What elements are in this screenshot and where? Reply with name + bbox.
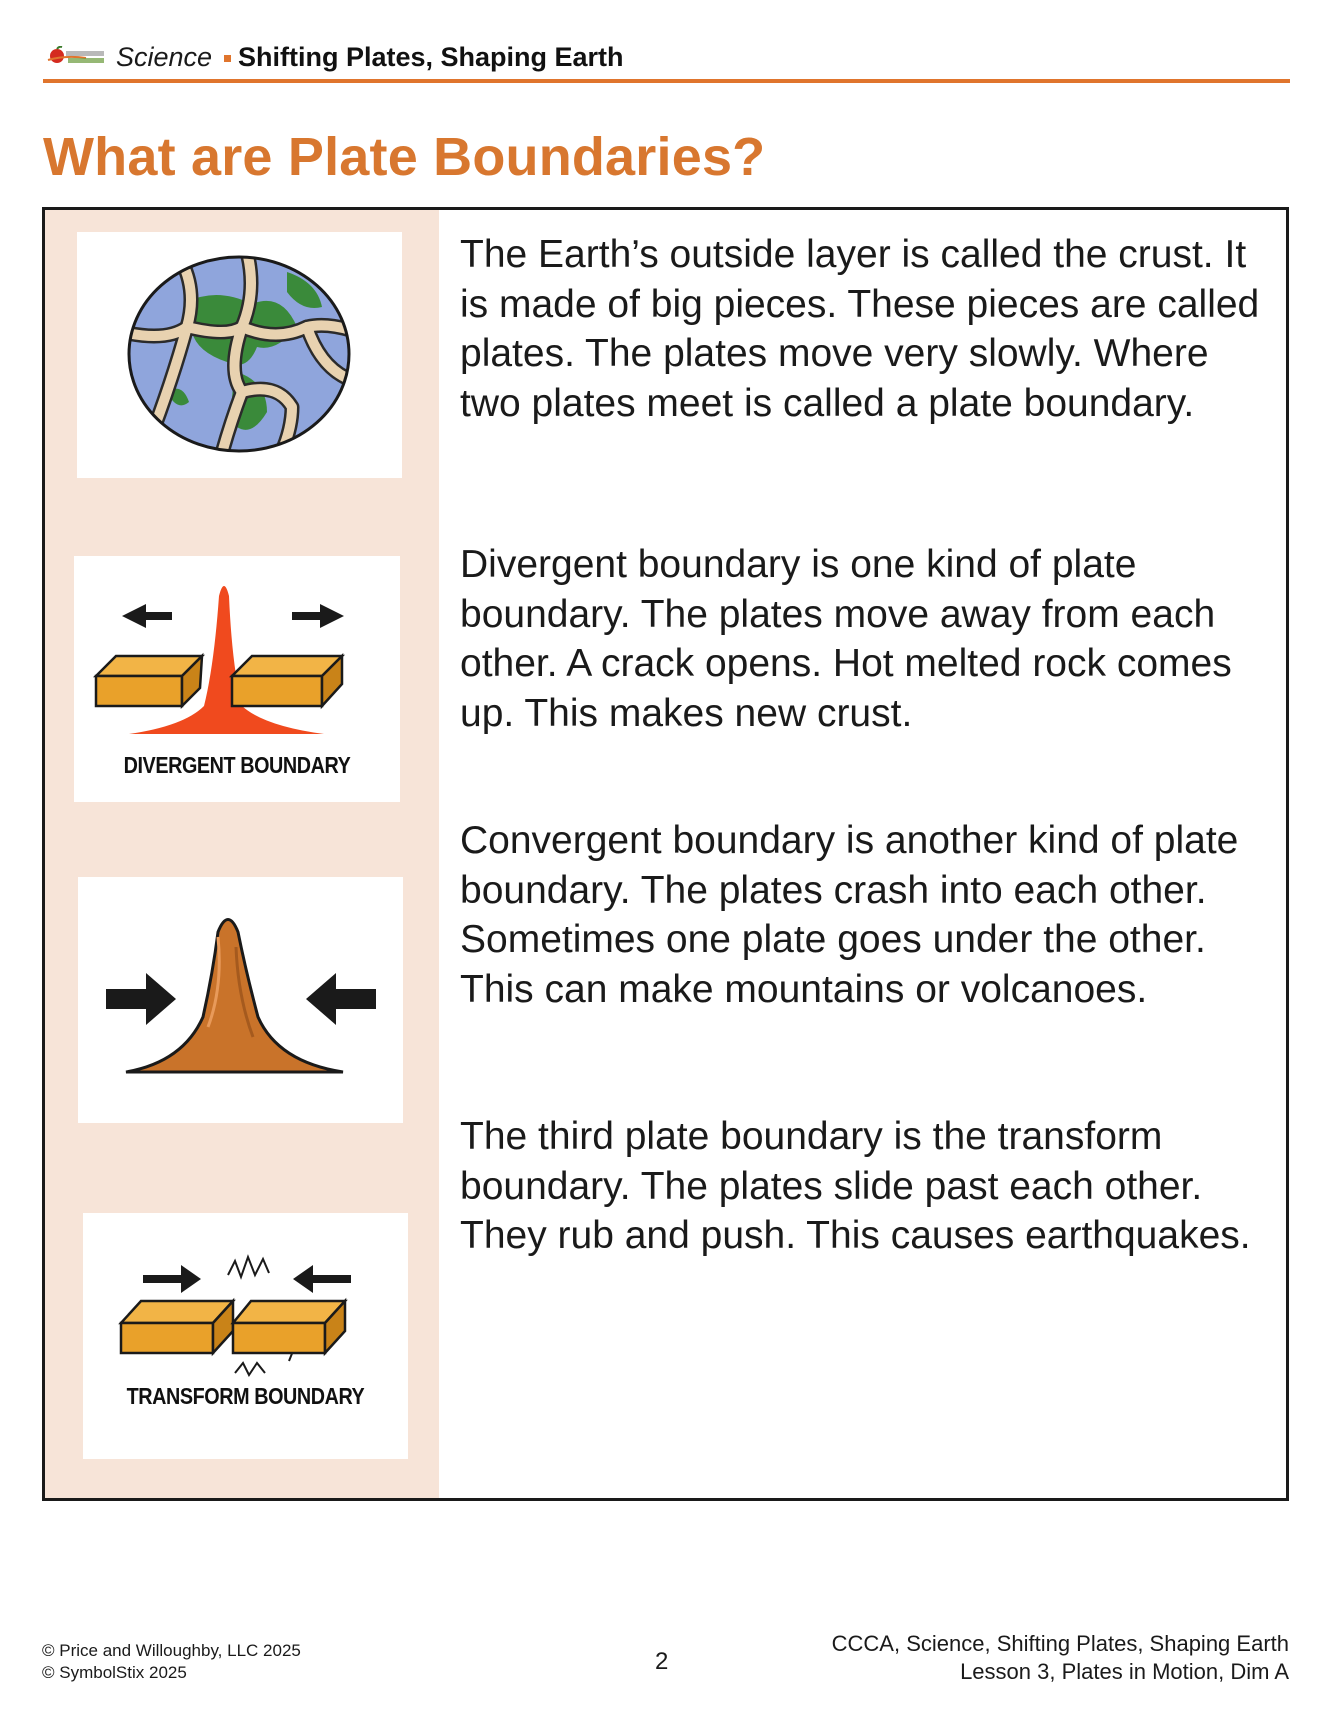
earth-plates-globe-icon [77,232,402,478]
content-box [42,207,1289,1501]
section-2-text: Divergent boundary is one kind of plate boundary. The plates move away from each other. A crack opens. Hot melted rock comes up. This makes new crust. [460,543,1232,735]
earth-card [77,232,402,478]
divergent-card [74,556,400,802]
section-1-text: The Earth’s outside layer is called the crust. It is made of big pieces. These pieces are called plates. The plates move very slowly. Where two plates meet is called a plate boundary. [460,233,1260,425]
page-number: 2 [655,1648,669,1675]
section-4-text: The third plate boundary is the transform boundary. The plates slide past each other. They rub and push. This causes earthquakes. [460,1115,1251,1257]
transform-card [83,1213,408,1459]
course-line: CCCA, Science, Shifting Plates, Shaping Earth [831,1631,1289,1656]
transform-boundary-icon [83,1213,408,1459]
header-subject: Science [116,42,213,72]
footer-course-info [832,1630,1289,1686]
header-title: Shifting Plates, Shaping Earth [238,42,624,72]
copyright-line-1: © Price and Willoughby, LLC 2025 [42,1641,301,1660]
footer-copyright [42,1640,301,1684]
convergent-mountain-icon [78,877,403,1123]
section-3-text: Convergent boundary is another kind of plate boundary. The plates crash into each other. Sometimes one plate goes under the other. This can make mountains or volcanoes. [460,819,1239,1011]
convergent-card [78,877,403,1123]
copyright-line-2: © SymbolStix 2025 [42,1663,187,1682]
header-rule [43,79,1290,83]
divergent-label: DIVERGENT BOUNDARY [123,752,351,778]
apple-logo-icon [46,46,108,68]
lesson-line: Lesson 3, Plates in Motion, Dim A [960,1659,1289,1684]
page-header [44,38,1289,82]
header-separator [224,55,231,62]
page-title: What are Plate Boundaries? [43,127,766,187]
transform-label: TRANSFORM BOUNDARY [126,1383,365,1409]
